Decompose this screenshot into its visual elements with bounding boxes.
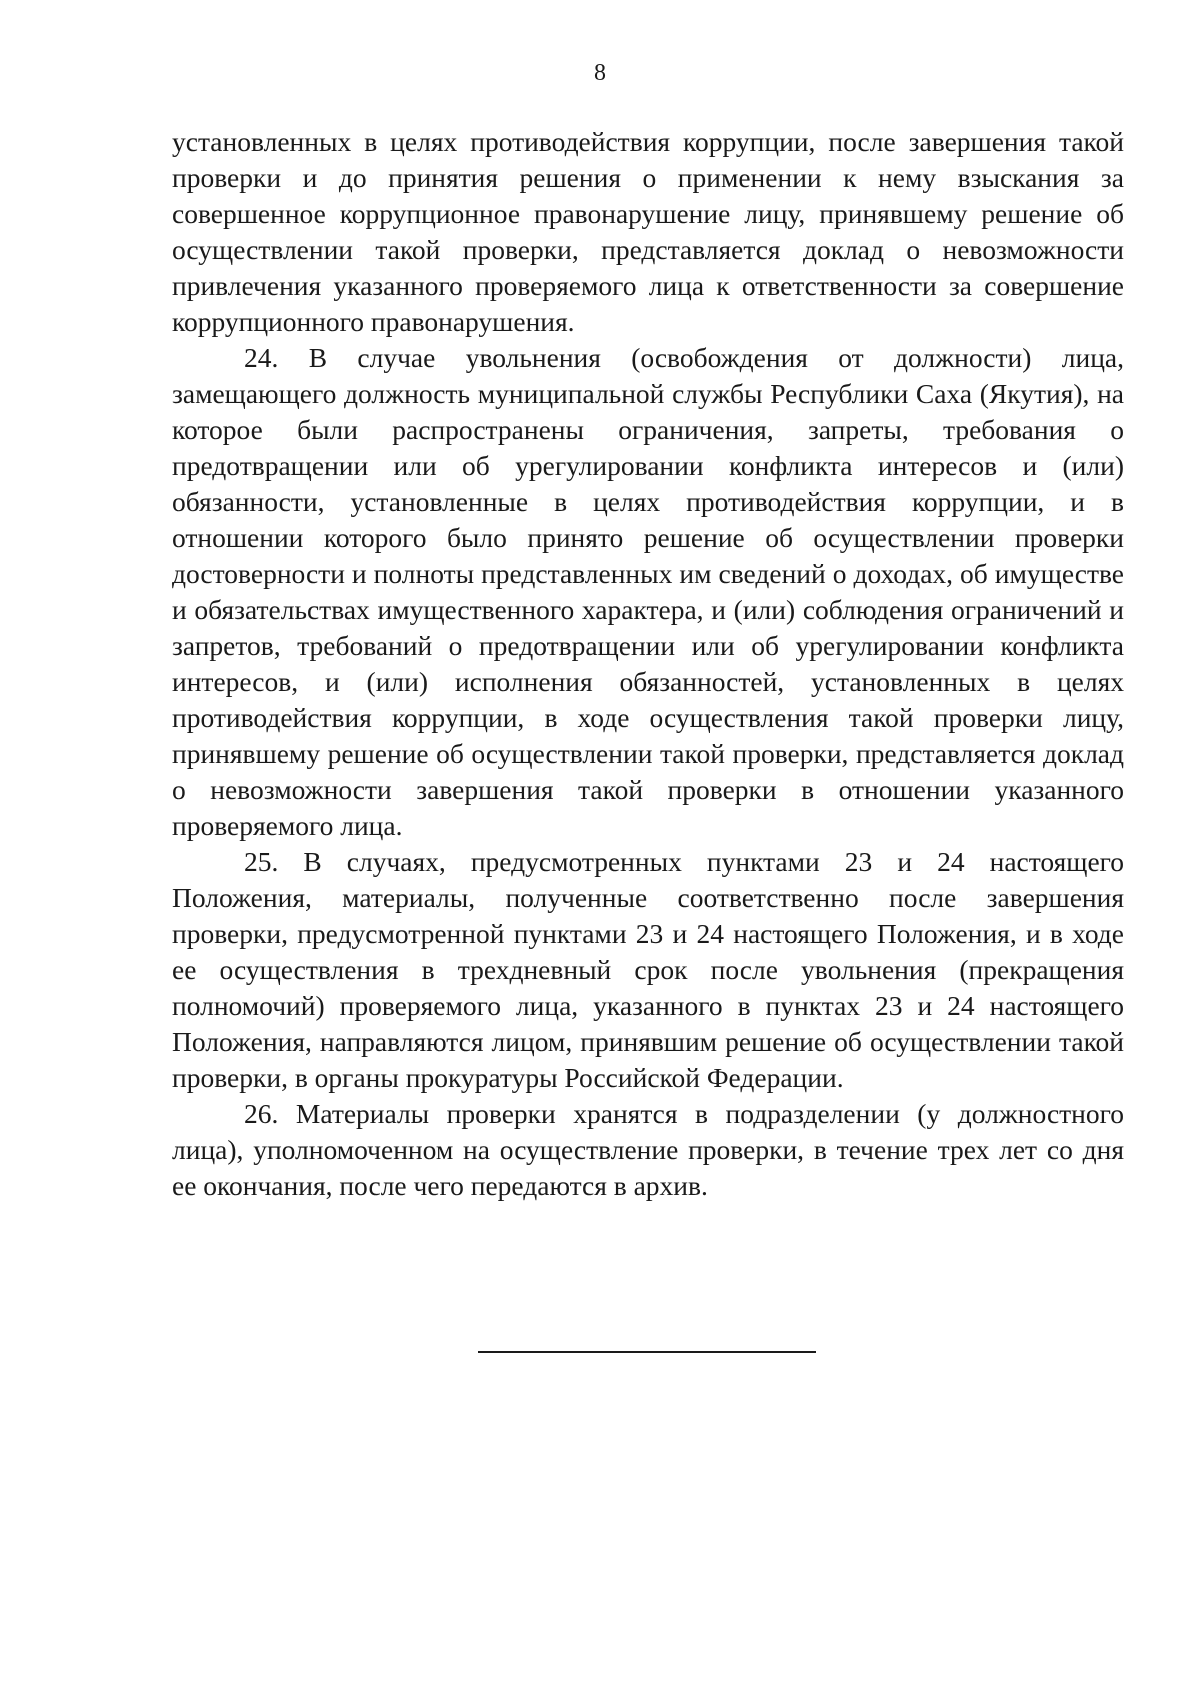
- paragraph-23-continued: установленных в целях противодействия коррупции, после завершения такой проверки и до принятия решения о применении к нему взыскания за совершенное коррупционное правонарушение лицу, принявшему решение об осуществлении такой проверки, представляется доклад о невозможности привлечения указанного проверяемого лица к ответственности за совершение коррупционного правонарушения.: [172, 126, 1124, 337]
- page-number: 8: [594, 60, 606, 86]
- document-body: [172, 124, 1124, 1204]
- end-of-document-rule: [478, 1351, 816, 1353]
- paragraph-25: 25. В случаях, предусмотренных пунктами 23 и 24 настоящего Положения, материалы, полученные соответственно после завершения проверки, предусмотренной пунктами 23 и 24 настоящего Положения, и в ходе ее осуществления в трехдневный срок после увольнения (прекращения полномочий) проверяемого лица, указанного в пунктах 23 и 24 настоящего Положения, направляются лицом, принявшим решение об осуществлении такой проверки, в органы прокуратуры Российской Федерации.: [172, 846, 1124, 1093]
- paragraph-26: 26. Материалы проверки хранятся в подразделении (у должностного лица), уполномоченном на осуществление проверки, в течение трех лет со дня ее окончания, после чего передаются в архив.: [172, 1098, 1124, 1201]
- paragraph-24: 24. В случае увольнения (освобождения от должности) лица, замещающего должность муниципальной службы Республики Саха (Якутия), на которое были распространены ограничения, запреты, требования о предотвращении или об урегулировании конфликта интересов и (или) обязанности, установленные в целях противодействия коррупции, и в отношении которого было принято решение об осуществлении проверки достоверности и полноты представленных им сведений о доходах, об имуществе и обязательствах имущественного характера, и (или) соблюдения ограничений и запретов, требований о предотвращении или об урегулировании конфликта интересов, и (или) исполнения обязанностей, установленных в целях противодействия коррупции, в ходе осуществления такой проверки лицу, принявшему решение об осуществлении такой проверки, представляется доклад о невозможности завершения такой проверки в отношении указанного проверяемого лица.: [172, 342, 1124, 841]
